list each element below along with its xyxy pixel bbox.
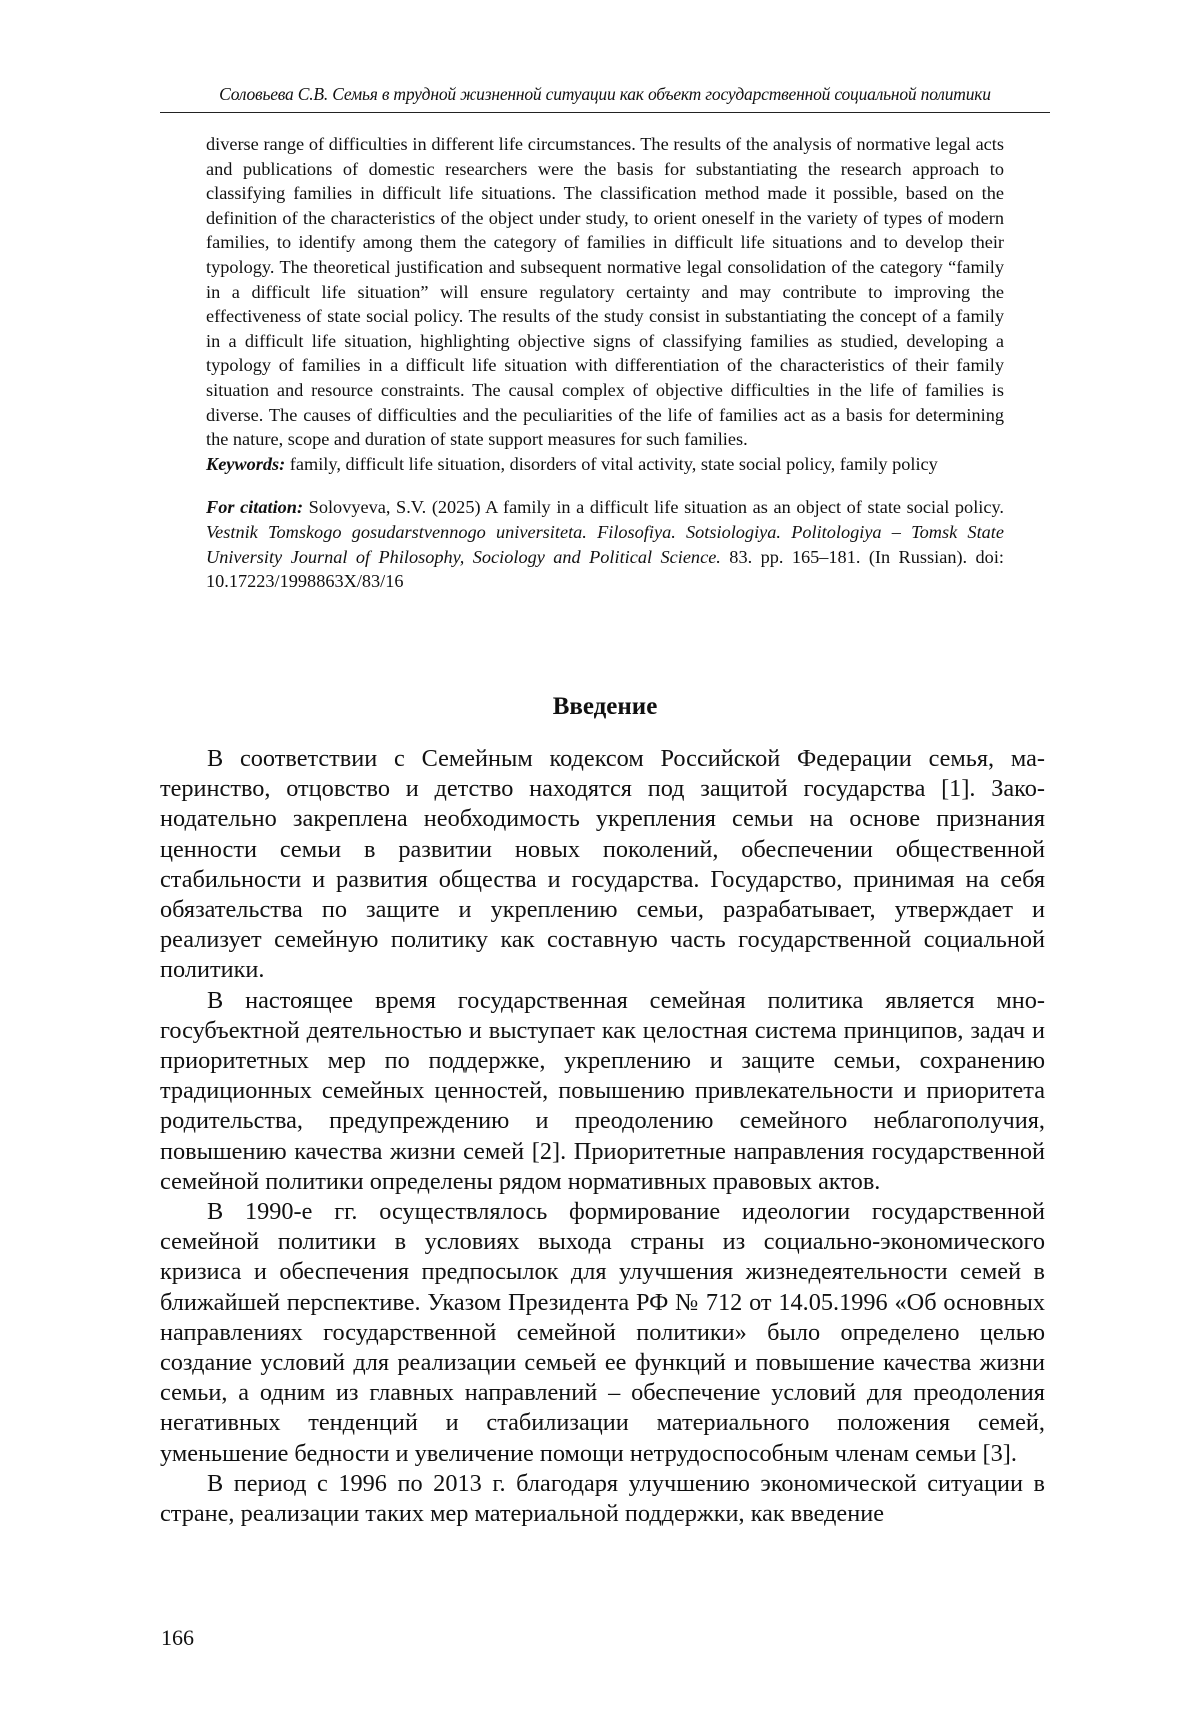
citation-journal: Vestnik Tomskogo gosudarstvennogo universiteta. Filosofiya. Sotsiologiya. Politologiya – Tomsk State University Journal of Philosophy, Sociology and Political Science. — [206, 521, 1004, 567]
paragraph-2: В настоящее время государственная семейная политика является многосубъектной деятельностью и выступает как целостная система принципов, задач и приоритетных мер по поддержке, укреплению и защите семьи, сохранению традиционных семейных ценностей, повышению привлекательности и приоритета родительства, предупреждению и преодолению семейного неблагополучия, повышению качества жизни семей [2]. Приоритетные направления государственной семейной политики определены рядом нормативных правовых актов. — [160, 986, 1045, 1195]
citation-text-before: Solovyeva, S.V. (2025) A family in a difficult life situation as an object of state social policy. — [303, 497, 1004, 518]
citation-label: For citation: — [206, 497, 304, 518]
paragraph-4: В период с 1996 по 2013 г. благодаря улучшению экономической ситуации в стране, реализации таких мер материальной поддержки, как введение — [160, 1469, 1045, 1528]
abstract-block — [206, 132, 1004, 594]
body-text — [160, 744, 1045, 1529]
paragraph-1: В соответствии с Семейным кодексом Российской Федерации семья, материнство, отцовство и детство находятся под защитой государства [1]. Законодательно закреплена необходимость укрепления семьи на основе признания ценности семьи в развитии новых поколений, обеспечении общественной стабильности и развития общества и государства. Государство, принимая на себя обязательства по защите и укреплению семьи, разрабатывает, утверждает и реализует семейную политику как составную часть государственной социальной политики. — [160, 745, 1045, 984]
keywords-label: Keywords: — [206, 453, 286, 474]
paragraph-3: В 1990-е гг. осуществлялось формирование идеологии государственной семейной политики в условиях выхода страны из социально-экономического кризиса и обеспечения предпосылок для улучшения жизнедеятельности семей в ближайшей перспективе. Указом Президента РФ № 712 от 14.05.1996 «Об основных направлениях государственной семейной политики» было определено целью создание условий для реализации семьей ее функций и повышение качества жизни семьи, а одним из главных направлений – обеспечение условий для преодоления негативных тенденций и стабилизации материального положения семей, уменьшение бедности и увеличение помощи нетрудоспособным членам семьи [3]. — [160, 1198, 1045, 1467]
section-title: Введение — [552, 693, 658, 720]
page-number: 166 — [161, 1625, 194, 1650]
keywords — [206, 452, 1004, 477]
citation — [206, 495, 1004, 593]
header-rule — [160, 112, 1050, 113]
citation-text-after: 83. pp. 165–181. (In Russian). doi: 10.17223/1998863X/83/16 — [206, 546, 1004, 592]
running-header: Соловьева С.В. Семья в трудной жизненной ситуации как объект государственной социальной политики — [219, 84, 991, 104]
keywords-text: family, difficult life situation, disorders of vital activity, state social policy, family policy — [285, 453, 938, 474]
abstract-text: diverse range of difficulties in different life circumstances. The results of the analysis of normative legal acts and publications of domestic researchers were the basis for substantiating the research approach to classifying families in difficult life situations. The classification method made it possible, based on the definition of the characteristics of the object under study, to orient oneself in the variety of types of modern families, to identify among them the category of families in difficult life situations and to develop their typology. The theoretical justification and subsequent normative legal consolidation of the category “family in a difficult life situation” will ensure regulatory certainty and may contribute to improving the effectiveness of state social policy. The results of the study consist in substantiating the concept of a family in a difficult life situation, highlighting objective signs of classifying families as studied, developing a typology of families in a difficult life situation with differentiation of the characteristics of their family situation and resource constraints. The causal complex of objective difficulties in the life of families is diverse. The causes of difficulties and the peculiarities of the life of families act as a basis for determining the nature, scope and duration of state support measures for such families. — [206, 134, 1004, 450]
